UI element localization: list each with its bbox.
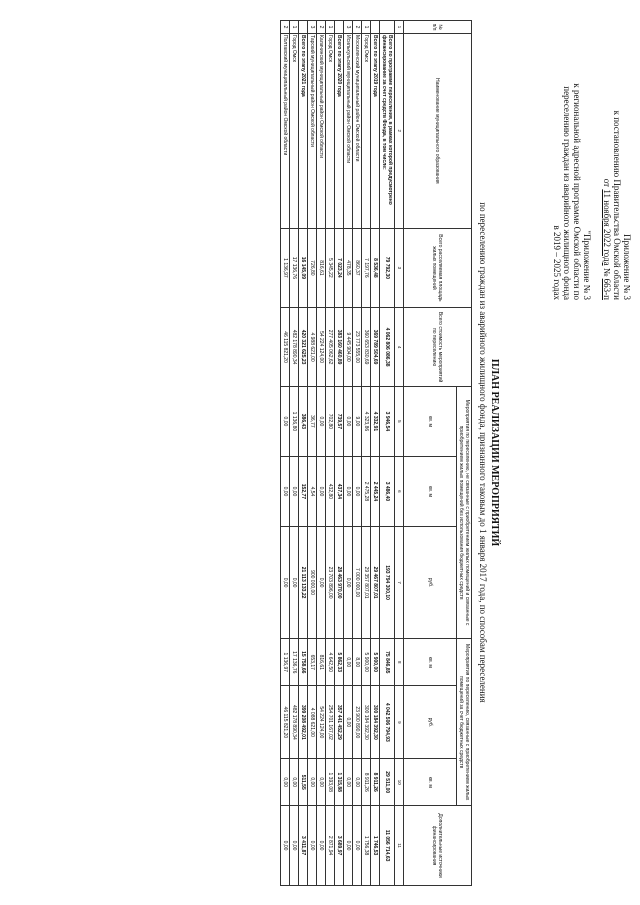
table-cell-e: 4 042 506 794,93 <box>380 686 395 759</box>
table-cell-c: 28 463 970,00 <box>335 526 344 638</box>
table-cell-a: 702,80 <box>326 386 335 456</box>
table-row <box>326 21 335 886</box>
table-cell-area: 7 023,24 <box>335 228 344 308</box>
table-cell-no: 2 <box>353 21 362 34</box>
table-cell-area: 726,80 <box>308 228 317 308</box>
table-cell-e: 482 178 890,34 <box>290 686 299 759</box>
table-cell-f: 511,55 <box>299 759 308 806</box>
num-cell: 10 <box>395 759 404 806</box>
table-cell-no: 3 <box>344 21 353 34</box>
table-row <box>281 21 290 886</box>
table-row <box>308 21 317 886</box>
number-value: 663-п <box>602 278 612 300</box>
table-cell-a: 36,77 <box>308 386 317 456</box>
table-body <box>281 21 395 886</box>
table-cell-f: 1 393,08 <box>326 759 335 806</box>
table-row <box>299 21 308 886</box>
table-cell-d: 5 900,00 <box>371 639 380 686</box>
table-cell-e: 357 441 452,29 <box>335 686 344 759</box>
table-cell-f: 8 911,26 <box>362 759 371 806</box>
table-cell-d: 15 758,66 <box>299 639 308 686</box>
appendix-label: Приложение № 3 <box>622 234 632 300</box>
table-cell-cost: 420 321 625,23 <box>299 308 308 387</box>
table-cell-c: 900 000,00 <box>308 526 317 638</box>
quote-line-4: в 2019 – 2025 годах <box>552 225 562 300</box>
table-cell-area: 7 197,76 <box>362 228 371 308</box>
table-cell-no <box>299 21 308 34</box>
table-cell-f: 1 315,88 <box>335 759 344 806</box>
unit-rub-e: руб. <box>404 686 457 759</box>
table-cell-b: 2 475,28 <box>362 456 371 526</box>
page-subtitle: по переселению граждан из аварийного жилищного фонда, признанного таковым до 1 января 2017 года, по способам переселения <box>478 202 488 703</box>
table-cell-h: 11 056 714,63 <box>380 806 395 886</box>
table-cell-cost: 23 773 555,00 <box>353 308 362 387</box>
table-cell-e: 399 208 492,01 <box>299 686 308 759</box>
table-cell-no <box>371 21 380 34</box>
table-cell-b: 0,00 <box>317 456 326 526</box>
table-cell-cost: 383 160 460,89 <box>335 308 344 387</box>
group-purchase: Мероприятия по переселению, связанные с приобретением жилых помещений за счет бюджетных средств <box>457 639 472 806</box>
table-row <box>317 21 326 886</box>
table-cell-cost: 482 178 890,34 <box>290 308 299 387</box>
table-cell-h: 3 411,87 <box>299 806 308 886</box>
table-cell-a: 9,00 <box>353 386 362 456</box>
table-cell-h: 1 756,38 <box>362 806 371 886</box>
table-cell-d: 653,17 <box>308 639 317 686</box>
table-cell-a: 0,00 <box>317 386 326 456</box>
table-cell-no: 1 <box>326 21 335 34</box>
table-cell-e: 300 184 392,30 <box>362 686 371 759</box>
table-cell-e: 300 184 392,30 <box>371 686 380 759</box>
table-cell-name: Полтавский муниципальный район Омской области <box>281 34 290 229</box>
unit-m2-d: кв. м <box>404 639 457 686</box>
table-cell-a: 3 946,54 <box>380 386 395 456</box>
table-cell-c: 0,00 <box>281 526 290 638</box>
table-cell-cost: 4 062 806 086,38 <box>380 308 395 387</box>
table-cell-h: 0,00 <box>317 806 326 886</box>
table-cell-c: 0,00 <box>290 526 299 638</box>
table-cell-no: 2 <box>281 21 290 34</box>
num-cell: 11 <box>395 806 404 886</box>
table-cell-h: 0,00 <box>281 806 290 886</box>
table-cell-c: 29 357 807,01 <box>362 526 371 638</box>
quote-line-1: "Приложение № 3 <box>582 230 592 300</box>
table-cell-e: 54 224 124,00 <box>317 686 326 759</box>
table-cell-name: Всего по этапу 2021 года <box>299 34 308 229</box>
table-cell-name: Исилькульский муниципальный район Омской области <box>344 34 353 229</box>
table-cell-area: 79 792,30 <box>380 228 395 308</box>
table-cell-c: 0,00 <box>317 526 326 638</box>
table-cell-h: 1 746,53 <box>371 806 380 886</box>
table-cell-e: 46 115 821,20 <box>281 686 290 759</box>
quote-line-3: переселению граждан из аварийного жилищного фонда <box>562 86 572 300</box>
num-cell: 2 <box>395 34 404 229</box>
table-cell-area: 8 536,48 <box>371 228 380 308</box>
table-cell-h: 0,00 <box>344 806 353 886</box>
table-cell-h: 0,00 <box>353 806 362 886</box>
unit-m2-f: кв. м <box>404 759 457 806</box>
table-cell-a: 1 136,80 <box>290 386 299 456</box>
table-cell-no <box>335 21 344 34</box>
table-cell-f: 8 911,26 <box>371 759 380 806</box>
page-title: ПЛАН РЕАЛИЗАЦИИ МЕРОПРИЯТИЙ <box>489 358 500 547</box>
table-cell-b: 0,00 <box>353 456 362 526</box>
num-cell: 5 <box>395 386 404 456</box>
table-cell-name: Москаленский муниципальный район Омской области <box>353 34 362 229</box>
table-cell-f: 0,00 <box>308 759 317 806</box>
table-cell-area: 478,35 <box>344 228 353 308</box>
table-cell-no: 1 <box>290 21 299 34</box>
table-row <box>335 21 344 886</box>
table-cell-cost: 360 653 830,69 <box>362 308 371 387</box>
table-cell-cost: 277 405 062,62 <box>326 308 335 387</box>
table-row <box>362 21 371 886</box>
col-total-area: Всего расселяемая площадь жилых помещений <box>404 228 472 308</box>
table-cell-h: 2 871,94 <box>326 806 335 886</box>
table-cell-no <box>380 21 395 34</box>
table-cell-d: 0,00 <box>344 639 353 686</box>
table-cell-area: 17 136,76 <box>290 228 299 308</box>
table-cell-d: 75 846,85 <box>380 639 395 686</box>
table-cell-b: 3 486,40 <box>380 456 395 526</box>
table-cell-d: 17 136,76 <box>290 639 299 686</box>
table-cell-b: 432,80 <box>326 456 335 526</box>
unit-m2-b: кв. м <box>404 456 457 526</box>
table-cell-c: 21 113 133,22 <box>299 526 308 638</box>
num-cell: 9 <box>395 686 404 759</box>
table-cell-f: 0,00 <box>281 759 290 806</box>
table-cell-f: 0,00 <box>344 759 353 806</box>
table-cell-name: Тарский муниципальный район Омской области <box>308 34 317 229</box>
table-cell-area: 16 145,09 <box>299 228 308 308</box>
table-row <box>344 21 353 886</box>
table-cell-h: 0,00 <box>308 806 317 886</box>
table-cell-area: 816,61 <box>317 228 326 308</box>
table-cell-c: 29 467 807,01 <box>371 526 380 638</box>
table-cell-a: 386,43 <box>299 386 308 456</box>
table-cell-b: 0,00 <box>344 456 353 526</box>
table-cell-b: 4,54 <box>308 456 317 526</box>
table-cell-name: Калачинский муниципальный район Омской области <box>317 34 326 229</box>
num-cell: 3 <box>395 228 404 308</box>
table-cell-d: 816,61 <box>317 639 326 686</box>
table-row <box>380 21 395 886</box>
table-cell-no: 2 <box>317 21 326 34</box>
table-cell-f: 0,00 <box>317 759 326 806</box>
column-number-row <box>395 21 404 886</box>
table-row <box>371 21 380 886</box>
table-cell-cost: 54 224 124,00 <box>317 308 326 387</box>
table-cell-d: 5 862,33 <box>335 639 344 686</box>
table-cell-name: Город Омск <box>326 34 335 229</box>
plan-table <box>280 20 472 886</box>
num-cell: 7 <box>395 526 404 638</box>
table-cell-a: 4 332,91 <box>371 386 380 456</box>
table-row <box>353 21 362 886</box>
col-name: Наименование муниципального образования <box>404 34 472 229</box>
number-label: № <box>602 267 612 277</box>
date-line <box>601 40 612 300</box>
table-cell-a: 0,00 <box>281 386 290 456</box>
table-cell-e: 4 088 621,00 <box>308 686 317 759</box>
table-cell-b: 2 445,24 <box>371 456 380 526</box>
table-cell-c: 193 794 300,10 <box>380 526 395 638</box>
date-value: 11 ноября 2022 года <box>602 189 612 266</box>
table-cell-cost: 46 115 821,20 <box>281 308 290 387</box>
unit-rub-c: руб. <box>404 526 457 638</box>
table-cell-h: 0,00 <box>290 806 299 886</box>
unit-m2-a: кв. м <box>404 386 457 456</box>
num-cell: 1 <box>395 21 404 34</box>
table-cell-c: 0,00 <box>344 526 353 638</box>
quote-line-2: к региональной адресной программе Омской области по <box>572 83 582 300</box>
table-cell-d: 5 900,00 <box>362 639 371 686</box>
table-cell-e: 23 900 890,00 <box>353 686 362 759</box>
col-total-cost: Всего стоимость мероприятий по переселению <box>404 308 472 387</box>
table-cell-no: 1 <box>362 21 371 34</box>
table-cell-b: 437,34 <box>335 456 344 526</box>
num-cell: 6 <box>395 456 404 526</box>
table-cell-c: 7 000 000,00 <box>353 526 362 638</box>
table-cell-a: 739,57 <box>335 386 344 456</box>
table-cell-area: 860,37 <box>353 228 362 308</box>
table-cell-no: 3 <box>308 21 317 34</box>
table-cell-name: Город Омск <box>362 34 371 229</box>
group-extra: Дополнительные источники финансирования <box>404 806 472 886</box>
table-cell-d: 8,00 <box>353 639 362 686</box>
table-cell-e: 254 701 167,02 <box>326 686 335 759</box>
table-cell-cost: 9 445 904,00 <box>344 308 353 387</box>
table-cell-e: 0,00 <box>344 686 353 759</box>
group-resettlement: Мероприятия по переселению, не связанные с приобретением жилых помещений и связанные с приобретением жилых помещений без использования бюджетных средств <box>457 386 472 638</box>
table-cell-cost: 369 789 504,69 <box>371 308 380 387</box>
table-cell-f: 0,00 <box>290 759 299 806</box>
table-cell-b: 152,77 <box>299 456 308 526</box>
num-cell: 4 <box>395 308 404 387</box>
table-cell-name: Всего по этапу 2020 года <box>335 34 344 229</box>
table-cell-c: 23 703 896,00 <box>326 526 335 638</box>
table-row <box>290 21 299 886</box>
table-cell-f: 29 511,00 <box>380 759 395 806</box>
num-cell: 8 <box>395 639 404 686</box>
col-no: № п/п <box>404 21 472 34</box>
table-cell-b: 0,00 <box>281 456 290 526</box>
resolution-label: к постановлению Правительства Омской области <box>612 110 622 300</box>
table-cell-name: Всего по этапу 2019 года <box>371 34 380 229</box>
table-cell-cost: 4 988 621,00 <box>308 308 317 387</box>
table-cell-area: 5 345,22 <box>326 228 335 308</box>
table-cell-b: 0,00 <box>290 456 299 526</box>
table-cell-name: Город Омск <box>290 34 299 229</box>
table-cell-name: Всего по программе переселения, в рамках которой предусмотрено финансирование за счет средств Фонда, в том числе: <box>380 34 395 229</box>
table-cell-area: 1 136,97 <box>281 228 290 308</box>
table-cell-a: 4 323,86 <box>362 386 371 456</box>
date-prefix: от <box>602 178 612 188</box>
table-cell-d: 4 642,50 <box>326 639 335 686</box>
table-cell-h: 3 689,97 <box>335 806 344 886</box>
table-cell-f: 0,00 <box>353 759 362 806</box>
table-cell-a: 0,00 <box>344 386 353 456</box>
table-cell-d: 1 136,97 <box>281 639 290 686</box>
